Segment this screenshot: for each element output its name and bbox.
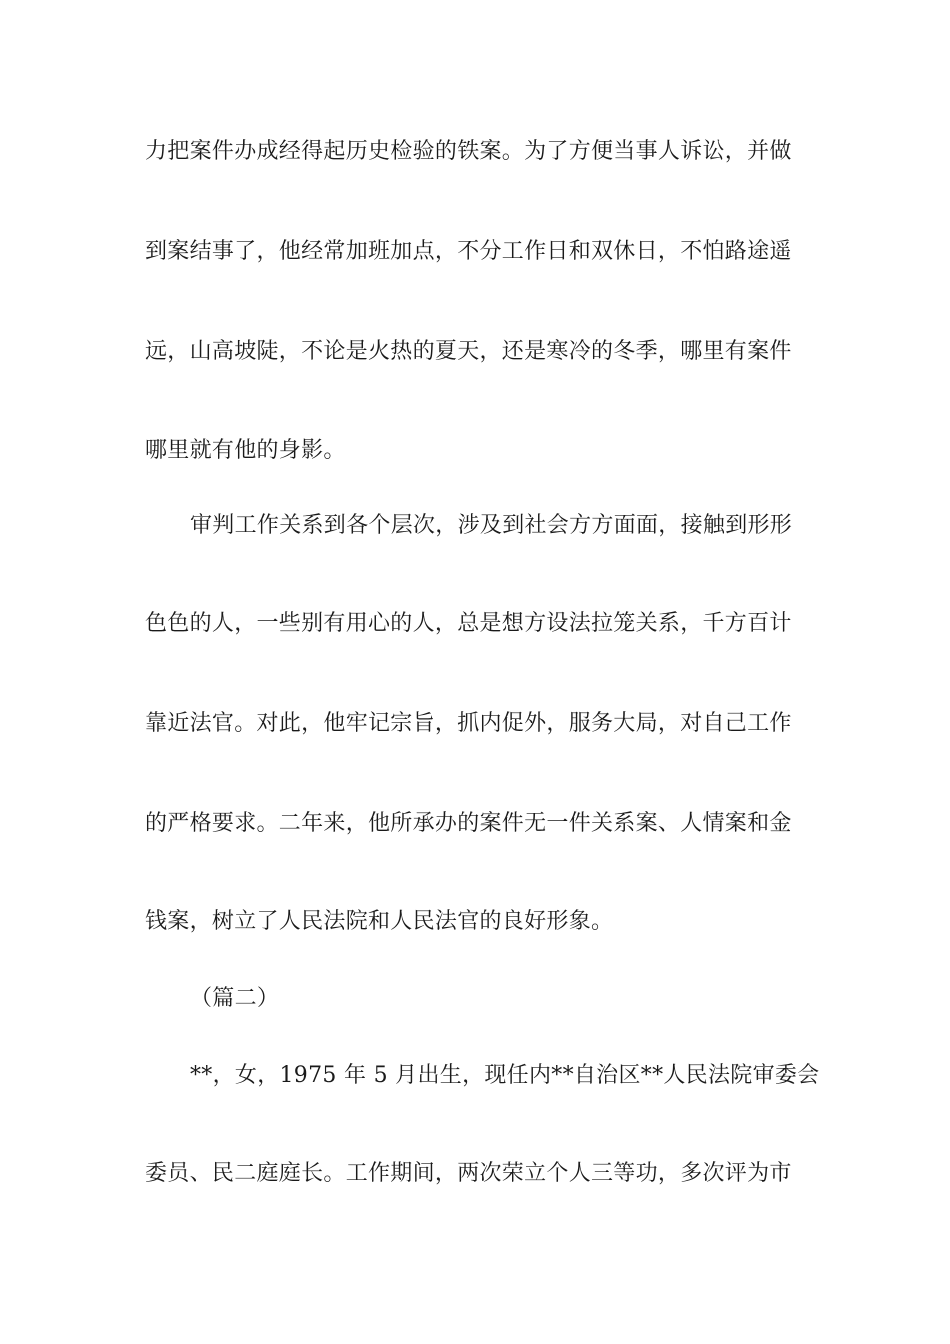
paragraph-line: 力把案件办成经得起历史检验的铁案。为了方便当事人诉讼，并做 bbox=[145, 139, 792, 164]
paragraph-line: 的严格要求。二年来，他所承办的案件无一件关系案、人情案和金 bbox=[145, 811, 792, 836]
paragraph-line: 色色的人，一些别有用心的人，总是想方设法拉笼关系，千方百计 bbox=[145, 611, 792, 636]
paragraph-line: 钱案，树立了人民法院和人民法官的良好形象。 bbox=[145, 909, 614, 934]
paragraph-line: 靠近法官。对此，他牢记宗旨，抓内促外，服务大局，对自己工作 bbox=[145, 711, 792, 736]
paragraph-line: 审判工作关系到各个层次，涉及到社会方方面面，接触到形形 bbox=[190, 513, 793, 538]
paragraph-line: 远，山高坡陡，不论是火热的夏天，还是寒冷的冬季，哪里有案件 bbox=[145, 339, 792, 364]
paragraph-line: 委员、民二庭庭长。工作期间，两次荣立个人三等功，多次评为市 bbox=[145, 1161, 792, 1186]
paragraph-line: 哪里就有他的身影。 bbox=[145, 438, 346, 463]
paragraph-line: **，女，1975 年 5 月出生，现任内**自治区**人民法院审委会 bbox=[190, 1063, 820, 1088]
paragraph-line: 到案结事了，他经常加班加点，不分工作日和双休日，不怕路途遥 bbox=[145, 239, 792, 264]
section-heading: （篇二） bbox=[190, 986, 280, 1011]
